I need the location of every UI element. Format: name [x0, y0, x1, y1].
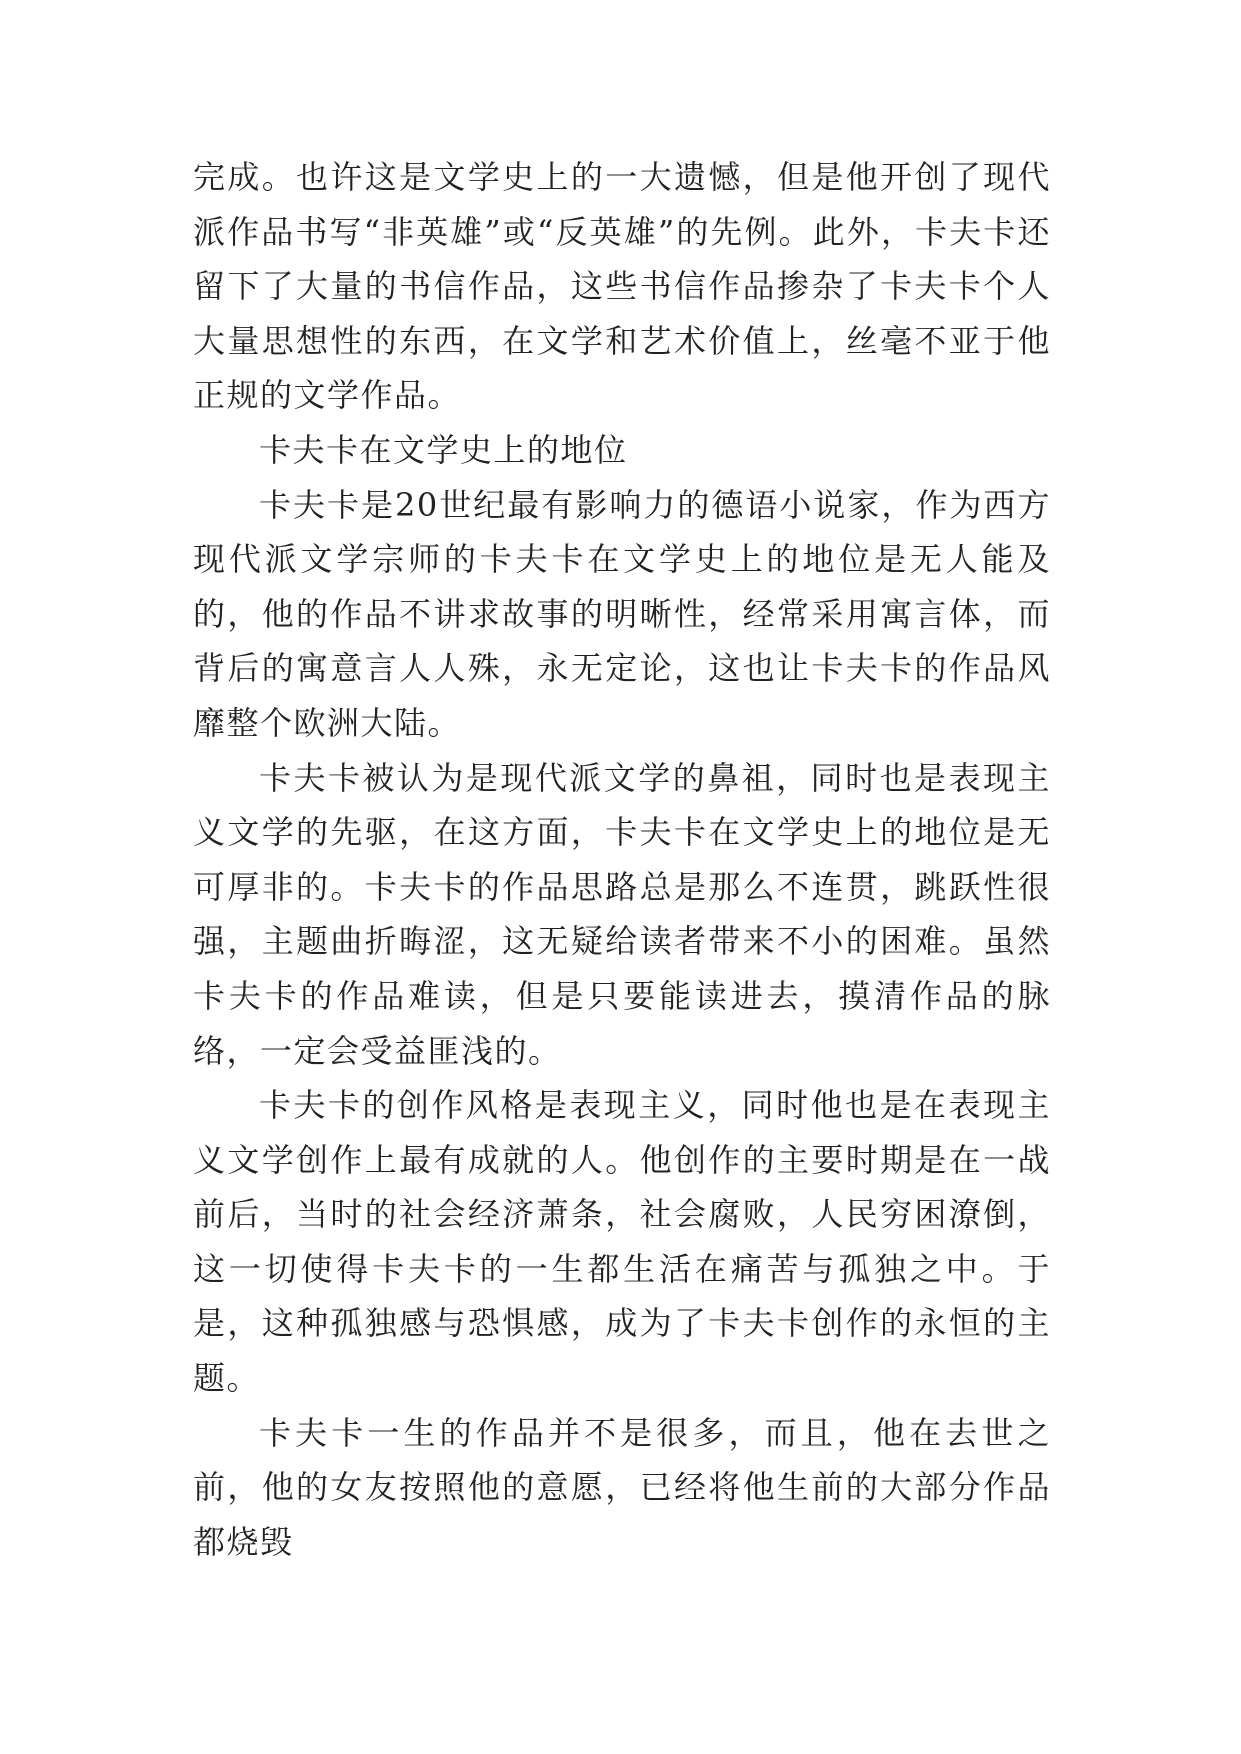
paragraph-continuation: 完成。也许这是文学史上的一大遗憾，但是他开创了现代派作品书写“非英雄”或“反英雄”的先例。此外，卡夫卡还留下了大量的书信作品，这些书信作品掺杂了卡夫卡个人大量思想性的东西，在文学和艺术价值上，丝毫不亚于他正规的文学作品。 — [193, 158, 1051, 415]
paragraph: 卡夫卡的创作风格是表现主义，同时他也是在表现主义文学创作上最有成就的人。他创作的主要时期是在一战前后，当时的社会经济萧条，社会腐败，人民穷困潦倒，这一切使得卡夫卡的一生都生活在痛苦与孤独之中。于是，这种孤独感与恐惧感，成为了卡夫卡创作的永恒的主题。 — [193, 1086, 1051, 1398]
paragraph: 卡夫卡是20世纪最有影响力的德语小说家，作为西方现代派文学宗师的卡夫卡在文学史上的地位是无人能及的，他的作品不讲求故事的明晰性，经常采用寓言体，而背后的寓意言人人殊，永无定论，这也让卡夫卡的作品风靡整个欧洲大陆。 — [193, 485, 1051, 742]
paragraph: 卡夫卡被认为是现代派文学的鼻祖，同时也是表现主义文学的先驱，在这方面，卡夫卡在文学史上的地位是无可厚非的。卡夫卡的作品思路总是那么不连贯，跳跃性很强，主题曲折晦涩，这无疑给读者带来不小的困难。虽然卡夫卡的作品难读，但是只要能读进去，摸清作品的脉络，一定会受益匪浅的。 — [193, 758, 1051, 1070]
paragraph: 卡夫卡一生的作品并不是很多，而且，他在去世之前，他的女友按照他的意愿，已经将他生前的大部分作品都烧毁 — [193, 1413, 1051, 1561]
document-page — [193, 150, 1051, 1569]
section-heading: 卡夫卡在文学史上的地位 — [259, 430, 628, 469]
